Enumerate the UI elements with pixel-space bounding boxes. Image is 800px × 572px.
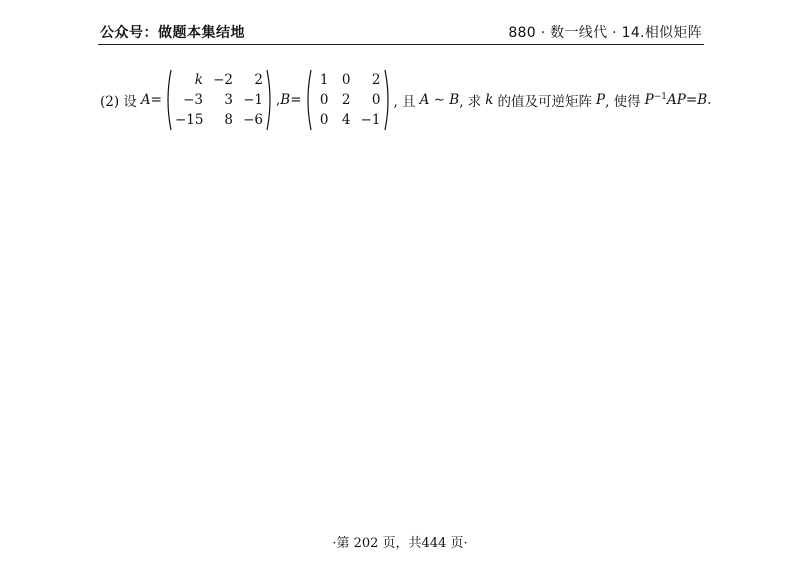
problem-label: (2) 设 <box>100 94 137 110</box>
var-ap: AP <box>667 92 686 108</box>
text-rest: 的值及可逆矩阵 <box>497 94 592 110</box>
equals-sign: = <box>685 92 698 108</box>
superscript-inverse: −1 <box>653 92 668 102</box>
matrix-a-cell: 8 <box>224 112 233 128</box>
matrix-b-cell: 0 <box>371 92 381 108</box>
matrix-b <box>304 69 392 131</box>
header-section-title: 880 · 数一线代 · 14.相似矩阵 <box>508 25 702 41</box>
matrix-b-cell: −1 <box>360 112 381 128</box>
matrix-a-cell: −15 <box>174 112 204 128</box>
matrix-b-cell: 4 <box>341 112 351 128</box>
matrix-b-cell: 2 <box>371 72 381 88</box>
matrix-a-cell: k <box>194 72 203 88</box>
left-paren <box>304 69 312 131</box>
var-p: P <box>595 92 606 108</box>
equals-sign: = <box>150 92 162 108</box>
right-paren <box>266 69 274 131</box>
matrix-a-cell: 3 <box>224 92 233 108</box>
page-header <box>98 20 704 45</box>
left-paren <box>164 69 172 131</box>
matrix-b-cell: 1 <box>319 72 329 88</box>
var-b-result: B <box>697 92 708 108</box>
text-qie: , 且 <box>393 94 416 110</box>
text-qiu: , 求 <box>459 94 482 110</box>
var-k: k <box>485 92 494 108</box>
matrix-a <box>164 69 274 131</box>
var-p-inverse: P <box>644 92 654 108</box>
matrix-b-cell: 2 <box>341 92 351 108</box>
matrix-a-cell: −2 <box>213 72 233 88</box>
matrix-a-cell: −3 <box>183 92 203 108</box>
matrix-a-cell: 2 <box>254 72 263 88</box>
period: . <box>707 92 712 108</box>
matrix-b-cell: 0 <box>319 92 329 108</box>
right-paren <box>384 69 392 131</box>
matrix-b-cell: 0 <box>341 72 351 88</box>
equals-sign: = <box>290 92 302 108</box>
page-footer: ·第 202 页，共444 页· <box>332 536 468 551</box>
var-a: A <box>140 92 151 108</box>
similar-relation: A ∼ B <box>419 92 460 108</box>
problem-statement <box>100 68 711 132</box>
comma: , <box>275 92 281 108</box>
matrix-a-cell: −6 <box>243 112 263 128</box>
var-b: B <box>280 92 291 108</box>
matrix-b-cell: 0 <box>319 112 329 128</box>
matrix-a-cell: −1 <box>243 92 263 108</box>
header-source: 公众号：做题本集结地 <box>100 25 245 41</box>
text-shide: , 使得 <box>605 94 641 110</box>
